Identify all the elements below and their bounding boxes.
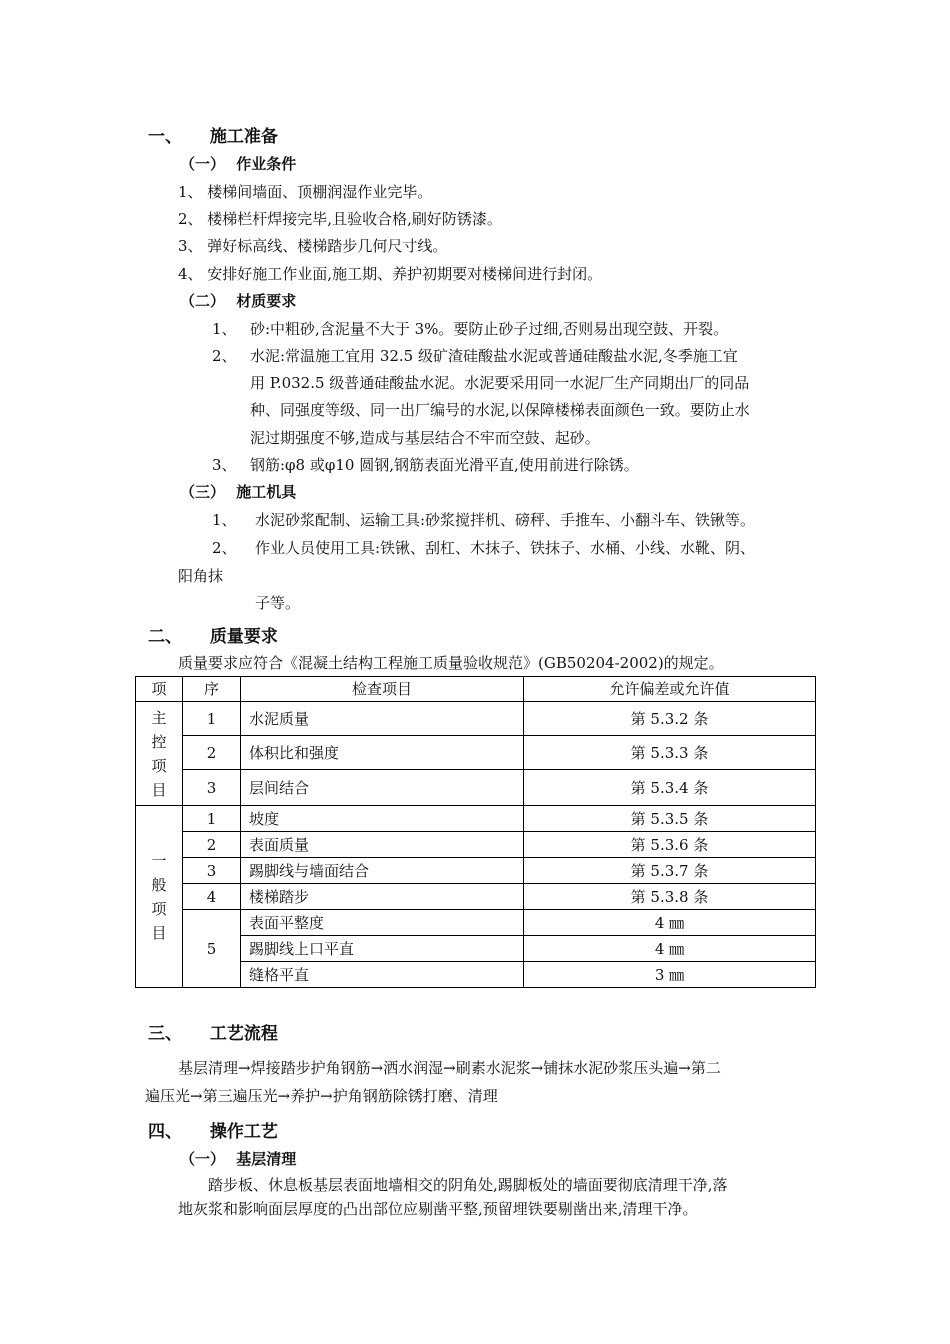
value-cell: 4 ㎜ [524,936,816,962]
section-number: 一、 [148,127,182,147]
section-heading-2 [148,627,278,647]
subsection-title: 作业条件 [236,155,297,173]
list-item-number: 2、 [212,347,237,365]
table-row [136,736,816,770]
process-flow-line: 基层清理→焊接踏步护角钢筋→洒水润湿→刷素水泥浆→铺抹水泥砂浆压头遍→第二 [178,1059,721,1077]
general-item-label [136,806,183,988]
label-char: 一 [151,851,167,870]
subsection-heading-1-2 [180,291,296,311]
section-title: 质量要求 [209,627,278,647]
process-flow-line: 遍压光→第三遍压光→养护→护角钢筋除锈打磨、清理 [145,1087,498,1105]
seq-cell: 3 [183,858,241,884]
header-cell: 允许偏差或允许值 [524,677,816,702]
list-item-text: 泥过期强度不够,造成与基层结合不牢而空鼓、起砂。 [250,429,600,447]
item-cell: 体积比和强度 [241,736,524,770]
section-number: 四、 [148,1122,182,1142]
seq-cell: 2 [183,736,241,770]
header-cell: 序 [183,677,241,702]
table-row [136,806,816,832]
list-item-text: 水泥砂浆配制、运输工具:砂浆搅拌机、磅秤、手推车、小翻斗车、铁锹等。 [255,511,756,529]
subsection-number: （一） [180,155,226,173]
value-cell: 第 5.3.8 条 [524,884,816,910]
subsection-heading-1-3 [180,482,296,502]
table-row [136,884,816,910]
value-cell: 第 5.3.5 条 [524,806,816,832]
table-row [136,702,816,736]
section-number: 二、 [148,627,182,647]
quality-intro: 质量要求应符合《混凝土结构工程施工质量验收规范》(GB50204-2002)的规定。 [178,654,724,672]
subsection-number: （二） [180,292,226,310]
list-item-text: 阳角抹 [178,567,224,585]
header-cell: 项 [136,677,183,702]
table-row [136,770,816,806]
value-cell: 第 5.3.4 条 [524,770,816,806]
subsection-title: 材质要求 [236,292,297,310]
subsection-heading-4-1 [180,1149,296,1169]
item-cell: 踢脚线与墙面结合 [241,858,524,884]
list-item-number: 1、 [212,511,237,529]
subsection-title: 施工机具 [236,483,297,501]
subsection-number: （一） [180,1150,226,1168]
section-heading-1 [148,127,278,147]
section-heading-4 [148,1122,278,1142]
table-header-row [136,677,816,702]
label-char: 目 [151,923,167,942]
item-cell: 层间结合 [241,770,524,806]
list-item: 1、 楼梯间墙面、顶棚润湿作业完毕。 [178,183,433,201]
list-item-text: 种、同强度等级、同一出厂编号的水泥,以保障楼梯表面颜色一致。要防止水 [250,401,750,419]
subsection-title: 基层清理 [236,1150,297,1168]
table-row [136,910,816,936]
list-item-number: 1、 [212,320,237,338]
list-item-text: 子等。 [255,594,301,612]
list-item-text: 砂:中粗砂,含泥量不大于 3%。要防止砂子过细,否则易出现空鼓、开裂。 [250,320,729,338]
item-cell: 水泥质量 [241,702,524,736]
quality-table [135,676,816,988]
label-char: 主 [151,708,167,727]
section-heading-3 [148,1024,278,1044]
seq-cell: 3 [183,770,241,806]
label-char: 般 [151,875,167,894]
list-item: 4、 安排好施工作业面,施工期、养护初期要对楼梯间进行封闭。 [178,265,603,283]
section-title: 施工准备 [209,127,278,147]
list-item-text: 用 P.032.5 级普通硅酸盐水泥。水泥要采用同一水泥厂生产同期出厂的同品 [250,374,750,392]
label-char: 项 [151,899,167,918]
value-cell: 4 ㎜ [524,910,816,936]
table-row [136,858,816,884]
list-item-text: 作业人员使用工具:铁锹、刮杠、木抹子、铁抹子、水桶、小线、水靴、阴、 [255,539,756,557]
item-cell: 楼梯踏步 [241,884,524,910]
paragraph-line: 地灰浆和影响面层厚度的凸出部位应剔凿平整,预留埋铁要剔凿出来,清理干净。 [178,1200,698,1218]
seq-cell: 2 [183,832,241,858]
label-char: 控 [151,732,167,751]
item-cell: 缝格平直 [241,962,524,988]
item-cell: 表面平整度 [241,910,524,936]
subsection-heading-1-1 [180,154,296,174]
item-cell: 表面质量 [241,832,524,858]
item-cell: 坡度 [241,806,524,832]
value-cell: 3 ㎜ [524,962,816,988]
item-cell: 踢脚线上口平直 [241,936,524,962]
seq-cell: 1 [183,806,241,832]
value-cell: 第 5.3.3 条 [524,736,816,770]
paragraph-line: 踏步板、休息板基层表面地墙相交的阴角处,踢脚板处的墙面要彻底清理干净,落 [208,1176,728,1194]
list-item-text: 水泥:常温施工宜用 32.5 级矿渣硅酸盐水泥或普通硅酸盐水泥,冬季施工宜 [250,347,738,365]
header-cell: 检查项目 [241,677,524,702]
value-cell: 第 5.3.2 条 [524,702,816,736]
subsection-number: （三） [180,483,226,501]
label-char: 项 [151,756,167,775]
main-control-label [136,702,183,806]
list-item-number: 3、 [212,456,237,474]
section-title: 工艺流程 [209,1024,278,1044]
seq-cell: 5 [183,910,241,988]
section-number: 三、 [148,1024,182,1044]
list-item: 3、 弹好标高线、楼梯踏步几何尺寸线。 [178,237,448,255]
value-cell: 第 5.3.7 条 [524,858,816,884]
section-title: 操作工艺 [209,1122,278,1142]
list-item-text: 钢筋:φ8 或φ10 圆钢,钢筋表面光滑平直,使用前进行除锈。 [250,456,639,474]
value-cell: 第 5.3.6 条 [524,832,816,858]
list-item: 2、 楼梯栏杆焊接完毕,且验收合格,刷好防锈漆。 [178,210,502,228]
label-char: 目 [151,780,167,799]
list-item-number: 2、 [212,539,237,557]
seq-cell: 1 [183,702,241,736]
table-row [136,832,816,858]
seq-cell: 4 [183,884,241,910]
